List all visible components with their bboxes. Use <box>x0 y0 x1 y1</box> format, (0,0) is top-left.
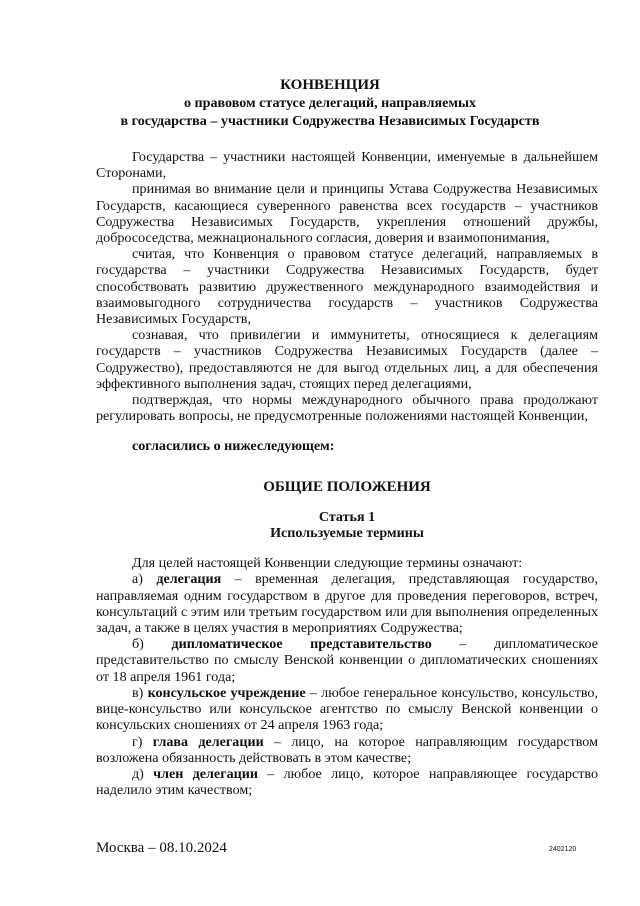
footer-place-date: Москва – 08.10.2024 <box>96 840 227 856</box>
preamble-paragraph: принимая во внимание цели и принципы Устава Содружества Независимых Государств, касающиеся суверенного равенства всех государств – участников Содружества Независимых Государств, укрепления отношений дружбы, добрососедства, межнационального согласия, доверия и взаимопонимания, <box>96 181 598 247</box>
agreement-clause: согласились о нижеследующем: <box>132 438 335 455</box>
term-prefix: д) <box>132 765 154 782</box>
term-name: делегация <box>156 571 222 588</box>
document-body <box>96 149 598 798</box>
document-subtitle-line-1: о правовом статусе делегаций, направляемых <box>183 95 477 111</box>
document-title: КОНВЕНЦИЯ <box>280 77 380 93</box>
article-number: Статья 1 <box>318 508 376 525</box>
term-definition: – любое лицо, которое направляющее государство наделило этим качеством; <box>96 765 598 799</box>
section-heading: ОБЩИЕ ПОЛОЖЕНИЯ <box>263 478 431 495</box>
preamble-paragraph: сознавая, что привилегии и иммунитеты, относящиеся к делегациям государств – участников Содружества Независимых Государств (далее – Содружество), предоставляются не для выгод отдельных лиц, а для обеспечения эффективного выполнения задач, стоящих перед делегациями, <box>96 327 598 392</box>
term-name: консульское учреждение <box>147 684 306 701</box>
preamble-paragraph: подтверждая, что нормы международного обычного права продолжают регулировать вопросы, не предусмотренные положениями настоящей Конвенции, <box>96 392 598 425</box>
preamble-paragraph: считая, что Конвенция о правовом статусе делегаций, направляемых в государства – участники Содружества Независимых Государств, будет способствовать развитию дружественного международного взаимодействия и взаимовыгодного сотрудничества государств – участников Содружества Независимых Государств, <box>96 246 598 328</box>
term-prefix: а) <box>132 571 157 588</box>
term-prefix: г) <box>132 733 153 750</box>
term-item <box>96 734 598 766</box>
document-subtitle-line-2: в государства – участники Содружества Независимых Государств <box>120 113 540 129</box>
term-prefix: в) <box>132 684 148 701</box>
term-definition: – дипломатическое представительство по смыслу Венской конвенции о дипломатических сношениях от 18 апреля 1961 года; <box>96 636 598 685</box>
article-intro: Для целей настоящей Конвенции следующие термины означают: <box>132 555 523 572</box>
term-name: глава делегации <box>152 733 264 750</box>
term-prefix: б) <box>132 636 172 653</box>
preamble-paragraph: Государства – участники настоящей Конвенции, именуемые в дальнейшем Сторонами, <box>96 149 598 182</box>
term-item <box>96 571 598 636</box>
term-item <box>96 766 598 798</box>
term-item <box>96 636 598 685</box>
term-item <box>96 685 598 734</box>
term-name: член делегации <box>153 765 258 782</box>
article-title: Используемые термины <box>270 525 424 542</box>
term-definition: – временная делегация, представляющая государство, направляемая одним государством в другое для проведения переговоров, встреч, консультаций с этим или третьим государством или для выполнения определенных задач, а также в целях участия в мероприятиях Содружества; <box>96 571 598 637</box>
footer-document-code: 2402120 <box>549 846 577 853</box>
term-name: дипломатическое представительство <box>171 636 432 653</box>
term-definition: – лицо, на которое направляющим государством возложена обязанность действовать в этом качестве; <box>96 733 598 766</box>
term-definition: – любое генеральное консульство, консульство, вице-консульство или консульское агентство по смыслу Венской конвенции о консульских сношениях от 24 апреля 1963 года; <box>96 684 598 734</box>
